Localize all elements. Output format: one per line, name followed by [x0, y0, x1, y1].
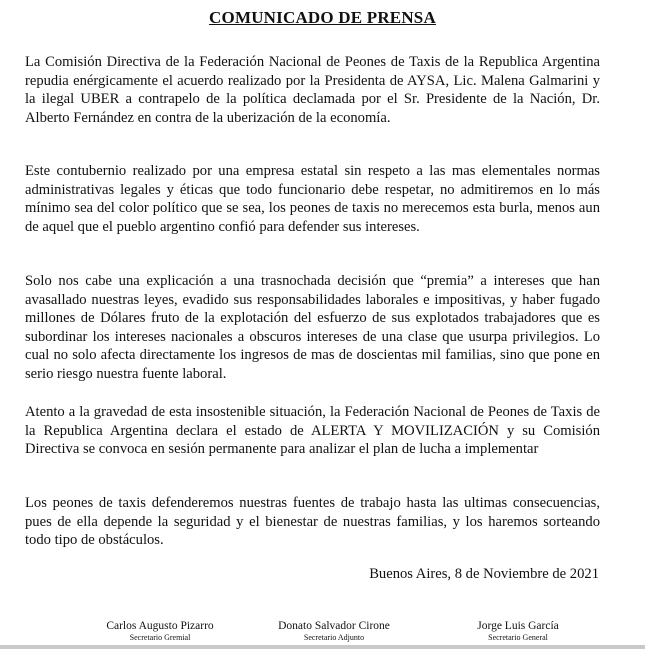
signatory-name: Jorge Luis García [477, 620, 559, 632]
signature-block-3 [418, 619, 618, 643]
paragraph-3: Solo nos cabe una explicación a una trasnochada decisión que “premia” a intereses que han avasallado nuestras leyes, evadido sus responsabilidades laborales e impositivas, y haber fugado millones de Dólares fruto de la explotación del esfuerzo de sus explotados trabajadores que es subordinar los intereses nacionales a obscuros intereses de una clase que usurpa privilegios. Lo cual no solo afecta directamente los ingresos de mas de doscientas mil familias, sino que pone en serio riesgo nuestra fuente laboral. [25, 273, 600, 382]
paragraph-5: Los peones de taxis defenderemos nuestras fuentes de trabajo hasta las ultimas consecuencias, pues de ella depende la seguridad y el bienestar de nuestras familias, y los haremos sorteando todo tipo de obstáculos. [25, 495, 600, 549]
paragraph-4: Atento a la gravedad de esta insostenible situación, la Federación Nacional de Peones de Taxis de la Republica Argentina declara el estado de ALERTA Y MOVILIZACIÓN y su Comisión Directiva se convoca en sesión permanente para analizar el plan de lucha a implementar [25, 404, 600, 458]
paragraph-2: Este contubernio realizado por una empresa estatal sin respeto a las mas elementales normas administrativas legales y éticas que todo funcionario debe respetar, no admitiremos en lo más mínimo sea del color político que se sea, los peones de taxis no merecemos esta burla, menos aun de aquel que el pueblo argentino confió para defender sus intereses. [25, 163, 600, 235]
date-line: Buenos Aires, 8 de Noviembre de 2021 [369, 566, 599, 582]
signatory-name: Donato Salvador Cirone [278, 620, 390, 632]
signature-block-2 [234, 619, 434, 643]
page-bottom-edge [0, 645, 645, 649]
signatory-role: Secretario Adjunto [303, 633, 365, 642]
signatory-role: Secretario Gremial [129, 633, 191, 642]
signature-block-1 [60, 619, 260, 643]
paragraph-1: La Comisión Directiva de la Federación Nacional de Peones de Taxis de la Republica Argentina repudia enérgicamente el acuerdo realizado por la Presidenta de AYSA, Lic. Malena Galmarini y la ilegal UBER a contrapelo de la política declamada por el Sr. Presidente de la Nación, Dr. Alberto Fernández en contra de la uberización de la economía. [25, 54, 600, 126]
signatory-name: Carlos Augusto Pizarro [106, 620, 214, 632]
signatory-role: Secretario General [488, 633, 548, 642]
document-title: COMUNICADO DE PRENSA [209, 8, 436, 27]
